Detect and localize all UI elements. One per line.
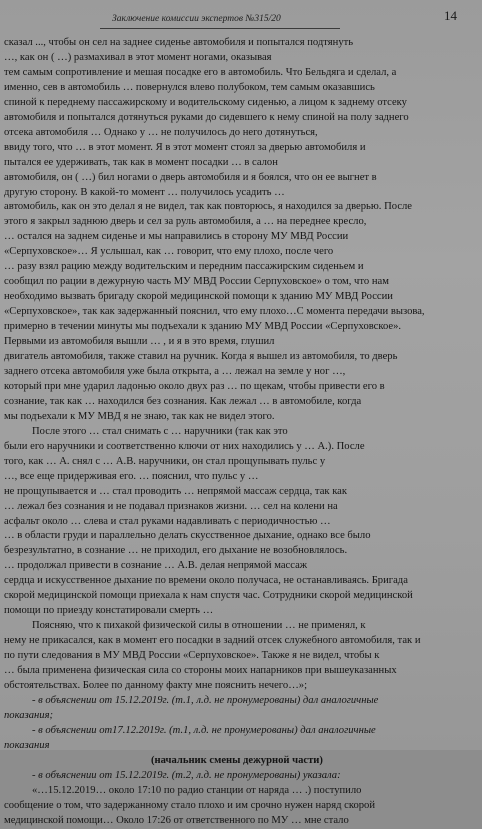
text-line: …, как он ( …) размахивал в этот момент ногами, оказывая — [4, 51, 272, 63]
text-line: асфальт около … слева и стал руками надавливать с периодичностью … — [4, 515, 331, 527]
text-line: сообщение о том, что задержанному стало плохо и им срочно нужен наряд скорой — [4, 799, 376, 811]
page-header — [0, 8, 482, 30]
text-line: того, как … А. снял с … А.В. наручники, он стал прощупывать пульс у — [4, 455, 326, 467]
text-line: После этого … стал снимать с … наручники (так как это — [32, 425, 288, 437]
text-line: по пути следования в МУ МВД России «Серпуховское». Также я не видел, чтобы к — [4, 650, 380, 662]
header-rule — [100, 28, 340, 29]
text-line: мы подъехали к МУ МВД я не знаю, так как не видел этого. — [4, 410, 275, 422]
text-line: «Серпуховское», так как задержанный пояснил, что ему плохо…С момента передачи вызова, — [4, 306, 425, 318]
text-line: скорой медицинской помощи приехала к нам спустя час. Сотрудники скорой медицинской — [4, 590, 413, 602]
document-body — [4, 36, 470, 829]
text-line: пытался ее удерживать, так как в момент посадки … в салон — [4, 156, 278, 168]
text-line: «…15.12.2019… около 17:10 по радио станции от наряда … .) поступило — [32, 784, 362, 796]
text-line: показания; — [4, 709, 54, 721]
text-line: Первыми из автомобиля вышли … , и я в это время, глушил — [4, 336, 275, 348]
text-line: примерно в течении минуты мы подъехали к зданию МУ МВД России «Серпуховское». — [4, 321, 402, 333]
text-line: необходимо вызвать бригаду скорой медицинской помощи к зданию МУ МВД России — [4, 291, 393, 303]
text-line: автомобиля, он ( …) бил ногами о дверь автомобиля и я боялся, что он ее выгнет в — [4, 171, 377, 183]
page-number: 14 — [444, 8, 457, 23]
header-title: Заключение комиссии экспертов №315/20 — [112, 14, 281, 24]
text-line: сознание, так как … находился без сознания. Как лежал … в автомобиле, когда — [4, 395, 362, 407]
text-line: … в области груди и параллельно делать скусственное дыхание, однако все было — [4, 530, 371, 542]
text-line: который при мне ударил ладонью около двух раз … по щекам, чтобы привести его в — [4, 380, 385, 392]
text-line: показания — [4, 739, 50, 751]
text-line: сообщил по рации в дежурную часть МУ МВД России Серпуховское» о том, что нам — [4, 276, 389, 288]
text-line: были его наручники и соответственно ключи от них находились у … А.). После — [4, 440, 365, 452]
text-line: отсека автомобиля … Однако у … не получилось до него дотянуться, — [4, 126, 318, 138]
text-line: … лежал без сознания и не подавал признаков жизни. … сел на колени на — [4, 500, 338, 512]
text-line: сказал ..., чтобы он сел на заднее сиденье автомобиля и попытался подтянуть — [4, 37, 354, 48]
text-line: … продолжал привести в сознание … А.В. делая непрямой массаж — [4, 560, 308, 572]
text-line: автомобиля и попытался дотянуться руками до сидевшего к нему спиной на полу заднего — [4, 111, 409, 123]
text-line: безрезультатно, в сознание … не приходил, его дыхание не возобновлялось. — [4, 545, 348, 557]
text-line: тем самым сопротивление и мешая посадке его в автомобиль. Что Бельдяга и сделал, а — [4, 66, 397, 78]
text-line: спиной к переднему пассажирскому и водительскому сиденью, а лицом к заднему отсеку — [4, 96, 407, 108]
text-line: - в объяснении от17.12.2019г. (т.1, л.д. не пронумерованы) дал аналогичные — [32, 724, 376, 736]
text-line: не прощупывается и … стал проводить … непрямой массаж сердца, так как — [4, 485, 348, 497]
text-line: помощи по приезду констатировали смерть … — [4, 605, 214, 617]
text-line: другую сторону. В какой-то момент … получилось усадить … — [4, 186, 285, 198]
text-line: автомобиль, как он это делал я не видел, так как повторюсь, я находился за дверью. После — [4, 201, 413, 213]
text-line: - в объяснении от 15.12.2019г. (т.2, л.д. не пронумерованы) указала: — [32, 769, 341, 781]
text-line: Поясняю, что к пихакой физической силы в отношении … не применял, к — [32, 620, 366, 632]
text-line: ввиду того, что … в этот момент. Я в этот момент стоял за дверью автомобиля и — [4, 141, 366, 153]
text-line: - в объяснении от 15.12.2019г. (т.1, л.д. не пронумерованы) дал аналогичные — [32, 694, 379, 706]
text-line: «Серпуховское»… Я услышал, как … говорит, что ему плохо, после чего — [4, 246, 334, 258]
text-line: … остался на заднем сиденье и мы направились в сторону МУ МВД России — [4, 231, 349, 243]
section-heading: (начальник смены дежурной части) — [151, 754, 323, 766]
text-line: … разу взял рацию между водительским и передним пассажирским сиденьем и — [4, 261, 364, 273]
text-line: обстоятельствах. Более по данному факту мне пояснить нечего…»; — [4, 679, 308, 691]
text-line: двигатель автомобиля, также ставил на ручник. Когда я вышел из автомобиля, то дверь — [4, 351, 398, 363]
text-line: … была применена физическая сила со стороны моих напарников при вышеуказанных — [4, 665, 397, 677]
text-line: медицинской помощи… Около 17:26 от ответственного по МУ … мне стало — [4, 814, 349, 826]
text-line: этого я закрыл заднюю дверь и сел за руль автомобиля, а … на переднее кресло, — [4, 216, 367, 228]
text-line: …, все еще придерживая его. … пояснил, что пульс у … — [4, 470, 259, 482]
text-line: именно, сев в автомобиль … повернулся влево полубоком, тем самым оказавшись — [4, 81, 375, 93]
text-line: нему не прикасался, как в момент его посадки в задний отсек служебного автомобиля, так и — [4, 635, 421, 647]
text-line: заднего отсека автомобиля уже была открыта, а … лежал на земле у ног …, — [4, 365, 346, 377]
text-line: сердца и искусственное дыхание по времени около получаса, не останавливаясь. Бригада — [4, 575, 408, 587]
